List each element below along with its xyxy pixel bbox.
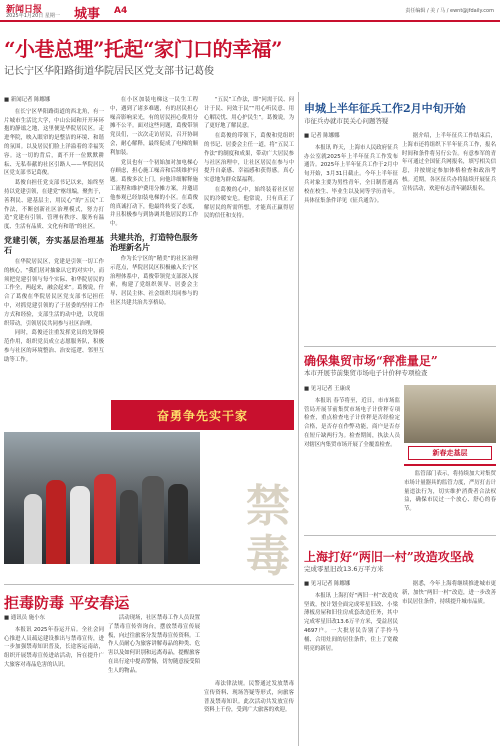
story2-byline: ■ 通讯员 施小东 — [4, 615, 45, 621]
story1-para: 在葛俊的带领下，葛俊和党组织的书记、居委会主任一道，将“五民工作法”的制度和成果，带动广大居民参与社区治理中，让社区居民在参与中提升自豪感、幸福感和获得感。真心实意地为群众谋福利。 — [204, 133, 294, 184]
story5-subhead: 完成零星旧改13.6万平方米 — [304, 565, 384, 573]
banner-text: 奋勇争先实干家 — [156, 408, 248, 423]
banner-hardworking-pioneer — [111, 400, 294, 430]
story1-subheading-1: 党建引领，夯实基层治理基石 — [4, 234, 104, 255]
story5-column-2 — [402, 580, 496, 744]
story1-column-2 — [110, 96, 198, 396]
photo-market-inspection — [404, 385, 496, 443]
divider — [304, 346, 496, 347]
story2-column-3 — [204, 680, 294, 744]
story3-para: 据介绍，上半年征兵工作结束后，上海市还将组织下半年征兵工作，报名时间和条件将另行公告。有意参军的青年可通过全国征兵网报名，填写相关信息，并按规定参加体格检查和政治考核。近期，各区征兵办将陆续开展征兵宣传活动，欢迎有志青年踊跃报名。 — [402, 133, 496, 192]
story4-headline: 确保集贸市场“秤准量足” — [304, 354, 438, 368]
story5-headline: 上海打好“两旧一村”改造攻坚战 — [304, 550, 474, 564]
story4-para: 本报讯 春节将至，近日，市市场监管局开展节前集贸市场电子计价秤专项检查，重点检查电子计价秤是否经检定合格，是否存在作弊功能，商户是否存在短斤缺两行为。检查期间，执法人员对辖区内集贸市场开展了全覆盖检查。 — [304, 397, 400, 448]
editor-info: 责任编辑 / 美 / 马 / ewnt@jfdaily.com — [405, 8, 494, 14]
story3-byline: ■ 记者 陈娜娜 — [304, 133, 340, 139]
caption-underline — [404, 464, 496, 466]
story3-column-2 — [402, 132, 496, 342]
story5-para: 本报讯 上海打好“两旧一村”改造攻坚战，按计划全面完成零星旧改、小梁薄板房屋和旧住房成套改造任务，其中完成零星旧改13.6万平方米，受益居民4697户。一大批居民告别了手拎马桶、合用灶间的居住条件，住上了宽敞明亮的新居。 — [304, 592, 398, 652]
newspaper-logo: 新闻日报 — [6, 5, 43, 15]
story1-subheading-2: 共建共治，打造特色服务治理新名片 — [110, 231, 198, 252]
story5-column-1 — [304, 580, 398, 744]
story5-byline: ■ 见习记者 陈娜娜 — [304, 581, 351, 587]
divider — [304, 535, 496, 536]
watermark-text: 禁毒 — [246, 481, 290, 582]
story2-headline: 拒毒防毒 平安春运 — [4, 594, 130, 612]
story1-para: 党员也有一个初始加对加电梯心存顾虑，担心施工噪音和后续维护问题。葛俊多次上门，向他详细解释施工流程和维护费用分摊方案，并邀请他参观已经加装电梯的小区。在葛俊的真诚打动下，他最终转变了态度，并且积极参与到协调其他居民的工作中。 — [110, 159, 198, 228]
story1-headline: “小巷总理”托起“家门口的幸福” — [4, 37, 283, 61]
feature-caption: 新春走基层 — [408, 446, 492, 460]
anti-drug-watermark — [202, 478, 294, 678]
story2-para: 毒法律法规。民警通过发放禁毒宣传资料、现场答疑等形式，向旅客普及禁毒知识。此次活动共发放宣传资料上千份，受到广大旅客的欢迎。 — [204, 681, 294, 714]
story1-column-1 — [4, 96, 104, 396]
story1-para: 同时，葛俊还注重发挥党员的先锋模范作用，组织党员成立志愿服务队，积极参与社区的环境整治、治安巡逻、邻里互助等工作。 — [4, 330, 104, 363]
story3-subhead: 市征兵办就市民关心问题答疑 — [304, 117, 389, 125]
story3-headline: 申城上半年征兵工作2月中旬开始 — [304, 102, 466, 115]
photo-anti-drug-event — [4, 432, 200, 564]
story3-column-1 — [304, 132, 398, 342]
story2-para: 本报讯 2025年春运开启。全社会同心推进人员疏运建设推出与禁毒宣传，进一步加强禁毒知识普及，长途客运南站，组织开展禁毒宣传进站活动，旨在提升广大旅客对毒品危害的认识。 — [4, 626, 104, 668]
story1-para: 在长宁区华阳路街道的西北角，有一片城市生活比大学，中山公园和开开环环抱的静谧之地，这里便是华院居民区。走进华院，映入眼帘的是整洁的环境、和谐的氛围。以及居民们脸上洋溢着的幸福笑容。这一切的背后，离不开一位默默耕耘、无私奉献的社区引路人——华院居民区党支部书记葛俊。 — [4, 108, 104, 177]
story1-para: 在小区加装电梯这一民生工程中，遇到了诸多难题，有的居民担心噪音影响采光，有的居民担心费用分摊不公平。面对这些问题，葛俊带领党员们，一次次走访居民，召开协调会，耐心解释，最终促成了电梯的顺利加装。 — [110, 97, 198, 156]
page-footer — [0, 746, 500, 751]
column-divider — [298, 92, 299, 747]
story1-para: 在华院居民区，党建是引领一切工作的核心，“我们居对抽象认它的对实中，而须把党建引领与每个实际、和华院居民的工作全，两起来，融会起来”。葛俊说，什合了葛俊在华院居民区党支部书记担任中，对抓党建引领的了于居委的坚持工作方式和经验，支部生活的动中进，以党组织带动，引领居民共同参与社区治理。 — [4, 258, 104, 327]
story1-para: 作为长宁区的“精美”的社区治理示范点，华院居民区积极融入长宁区治理体系中，葛俊带领党支部深入探索，构建了党组织领导、居委会主导、居民主体、社会组织共同参与的社区共建共治共享格局。 — [110, 255, 198, 306]
divider — [4, 584, 294, 585]
story4-column-1 — [304, 385, 400, 530]
story4-byline: ■ 见习记者 王康成 — [304, 386, 351, 392]
section-title: 城事 — [74, 7, 101, 22]
story1-para: 葛俊自担任党支部书记以来，始终坚持以党建引领，在建党”枢纽编，聚焦于，善利民、建基层主，用民心”的“五民”工作法，不断创新社区治理模式，努力打造“党建有引领、管理有秩序、服务有温度、生活有品质、文化有和谐”的社区。 — [4, 180, 104, 231]
story3-para: 本报讯 昨天，上海市人民政府征兵办公室就2025年上半年征兵工作发布通告。2025年上半年征兵工作于2月中旬开始，3月31日截止。今年上半年征兵对象主要为男性青年，全日制普通高校在校生、毕业生以及同等学历青年。具体征集条件详见《征兵通告》。 — [304, 144, 398, 204]
story4-para: 监管部门表示，将持续加大对集贸市场计量器具的监管力度，严厉打击计量违法行为，切实维护消费者合法权益，确保市民过一个放心、舒心的春节。 — [404, 471, 496, 513]
story5-para: 据悉，今年上海将继续推进城市更新，加快“两旧一村”改造，进一步改善市民居住条件，持续提升城市品质。 — [402, 581, 496, 605]
story1-para: 在葛俊的心中，始终装着社区居民的冷暖安危。他常说，只有真正了解居民的所需所想，才能真正赢得居民的信任和支持。 — [204, 186, 294, 220]
page-number: A4 — [114, 6, 128, 16]
story4-subhead: 本市开展节前集贸市场电子计价秤专项检查 — [304, 369, 428, 377]
story1-subhead: 记长宁区华阳路街道华院居民区党支部书记葛俊 — [4, 66, 214, 77]
story2-para: 活动现场，社区禁毒工作人员设置了禁毒宣传咨询台，摆放禁毒宣传展板，向过往旅客分发禁毒宣传资料。工作人员耐心为旅客讲解毒品的种类、危害以及如何识别和远离毒品，提醒旅客在出行途中提高警惕，切勿随意接受陌生人的物品。 — [108, 615, 200, 674]
story2-column-2 — [108, 614, 200, 744]
story2-column-1 — [4, 614, 104, 744]
story1-para: “五民”工作法，即“问需于民、问计于民、问效于民”“用心听民意、用心解民忧、用心护民生”。葛俊说，为了更好地了解民意。 — [204, 97, 294, 130]
issue-date: 2025年1月20日 星期一 — [6, 13, 60, 19]
story4-column-2 — [404, 470, 496, 530]
masthead — [0, 0, 500, 22]
story1-byline: ■ 新闻记者 陈娜娜 — [4, 97, 51, 103]
story1-column-3 — [204, 96, 294, 396]
